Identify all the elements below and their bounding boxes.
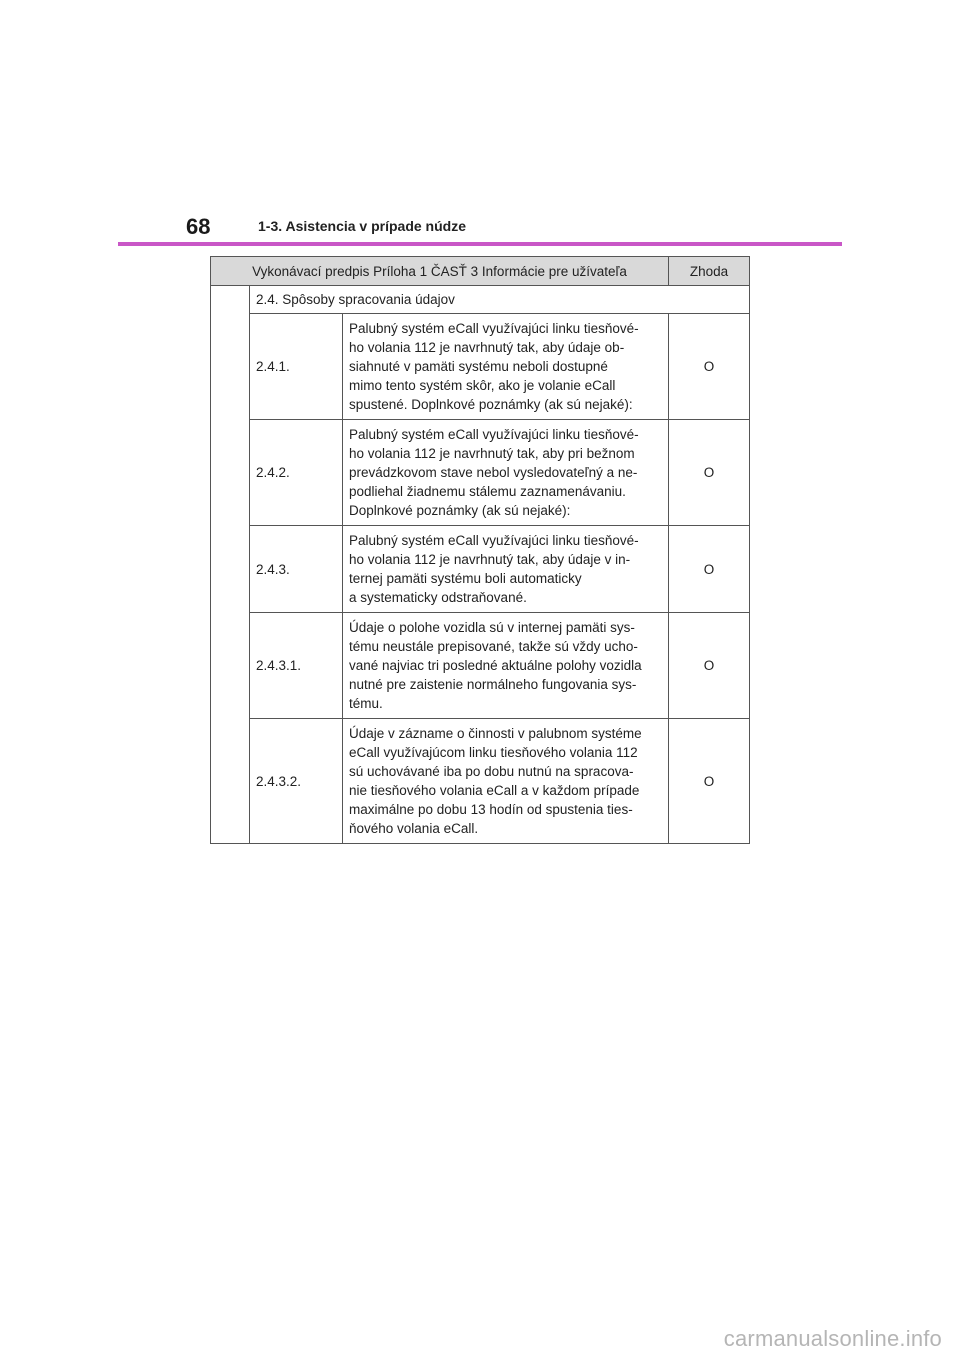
row-description bbox=[343, 420, 669, 526]
description-line: ternej pamäti systému boli automaticky bbox=[349, 571, 582, 586]
section-heading-row bbox=[211, 286, 750, 314]
header-divider bbox=[118, 242, 842, 246]
table-header-row bbox=[211, 257, 750, 286]
compliance-mark: O bbox=[669, 613, 750, 719]
description-line: tému neustále prepisované, takže sú vždy ucho- bbox=[349, 639, 638, 654]
row-description bbox=[343, 314, 669, 420]
column-header-requirement: Vykonávací predpis Príloha 1 ČASŤ 3 Informácie pre užívateľa bbox=[211, 257, 669, 286]
description-line: nutné pre zaistenie normálneho fungovania sys- bbox=[349, 677, 637, 692]
column-header-compliance: Zhoda bbox=[669, 257, 750, 286]
table-row bbox=[211, 314, 750, 420]
compliance-mark: O bbox=[669, 719, 750, 844]
description-line: ho volania 112 je navrhnutý tak, aby údaje ob- bbox=[349, 340, 625, 355]
description-line: spustené. Doplnkové poznámky (ak sú nejaké): bbox=[349, 397, 633, 412]
compliance-mark: O bbox=[669, 526, 750, 613]
description-line: Palubný systém eCall využívajúci linku tiesňové- bbox=[349, 533, 639, 548]
description-line: prevádzkovom stave nebol vysledovateľný a ne- bbox=[349, 465, 638, 480]
compliance-mark: O bbox=[669, 420, 750, 526]
table-row bbox=[211, 719, 750, 844]
section-heading: 2.4. Spôsoby spracovania údajov bbox=[250, 286, 750, 314]
description-line: Údaje o polohe vozidla sú v internej pamäti sys- bbox=[349, 620, 635, 635]
description-line: nie tiesňového volania eCall a v každom prípade bbox=[349, 783, 640, 798]
row-description bbox=[343, 526, 669, 613]
row-description bbox=[343, 719, 669, 844]
description-line: eCall využívajúcom linku tiesňového volania 112 bbox=[349, 745, 638, 760]
description-line: sú uchovávané iba po dobu nutnú na spracova- bbox=[349, 764, 634, 779]
row-number: 2.4.3. bbox=[250, 526, 343, 613]
description-line: siahnuté v pamäti systému neboli dostupné bbox=[349, 359, 608, 374]
description-line: ňového volania eCall. bbox=[349, 821, 479, 836]
table-row bbox=[211, 613, 750, 719]
description-line: tému. bbox=[349, 696, 383, 711]
row-number: 2.4.1. bbox=[250, 314, 343, 420]
row-number: 2.4.3.2. bbox=[250, 719, 343, 844]
description-line: mimo tento systém skôr, ako je volanie eCall bbox=[349, 378, 616, 393]
row-description bbox=[343, 613, 669, 719]
watermark: carmanualsonline.info bbox=[723, 1326, 942, 1351]
description-line: podliehal žiadnemu stálemu zaznamenávaniu. bbox=[349, 484, 626, 499]
description-line: Údaje v zázname o činnosti v palubnom systéme bbox=[349, 726, 642, 741]
description-line: a systematicky odstraňované. bbox=[349, 590, 527, 605]
page-number: 68 bbox=[186, 214, 211, 239]
description-line: ho volania 112 je navrhnutý tak, aby pri bežnom bbox=[349, 446, 635, 461]
section-title: 1-3. Asistencia v prípade núdze bbox=[258, 218, 466, 234]
indent-cell bbox=[211, 286, 250, 844]
compliance-mark: O bbox=[669, 314, 750, 420]
description-line: Palubný systém eCall využívajúci linku tiesňové- bbox=[349, 321, 639, 336]
row-number: 2.4.3.1. bbox=[250, 613, 343, 719]
description-line: maximálne po dobu 13 hodín od spustenia ties- bbox=[349, 802, 633, 817]
description-line: Palubný systém eCall využívajúci linku tiesňové- bbox=[349, 427, 639, 442]
compliance-table bbox=[210, 256, 750, 844]
row-number: 2.4.2. bbox=[250, 420, 343, 526]
description-line: ho volania 112 je navrhnutý tak, aby údaje v in- bbox=[349, 552, 631, 567]
description-line: vané najviac tri posledné aktuálne polohy vozidla bbox=[349, 658, 642, 673]
description-line: Doplnkové poznámky (ak sú nejaké): bbox=[349, 503, 571, 518]
table-row bbox=[211, 420, 750, 526]
table-row bbox=[211, 526, 750, 613]
